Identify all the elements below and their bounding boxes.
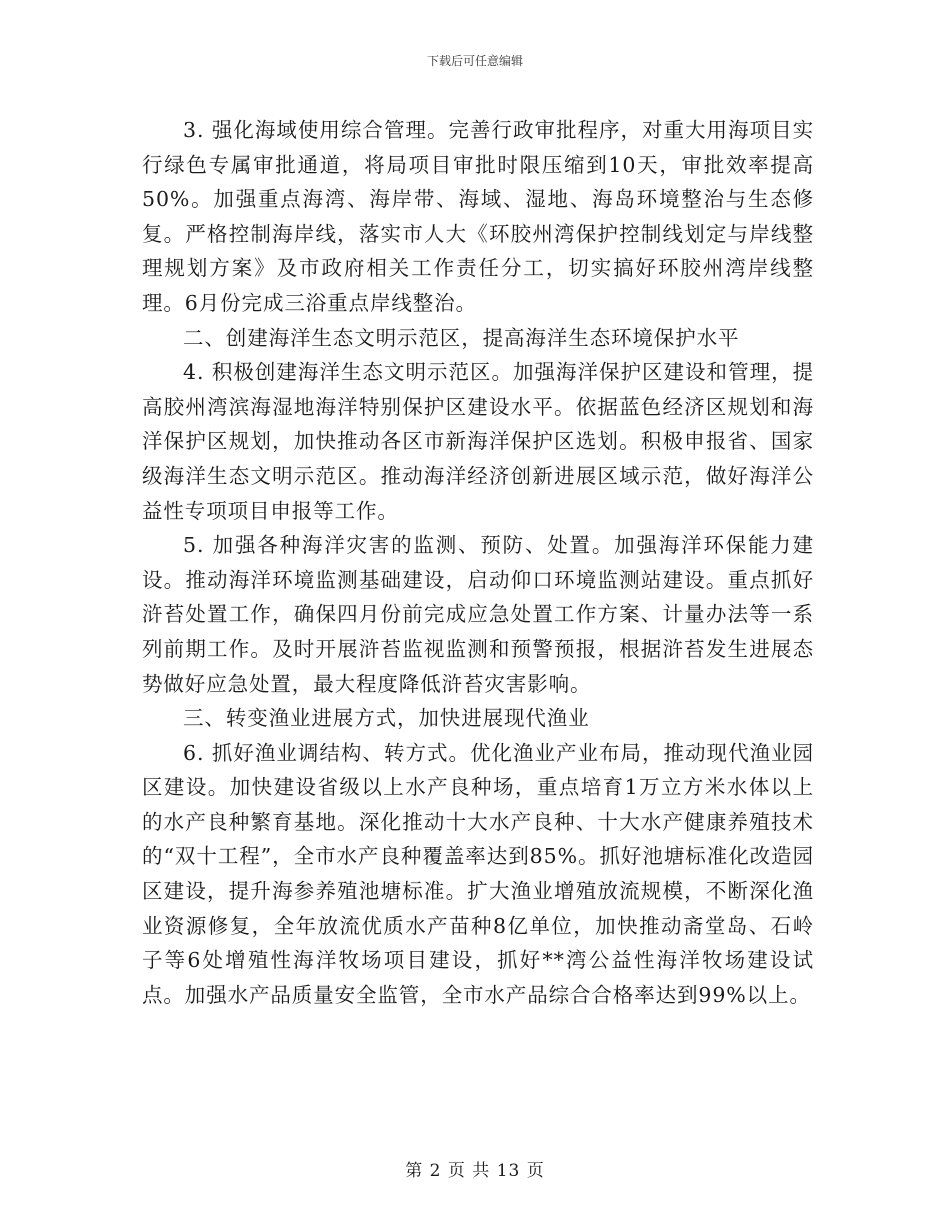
paragraph-item-3: 3. 强化海域使用综合管理。完善行政审批程序，对重大用海项目实行绿色专属审批通道，将局项目审批时限压缩到10天，审批效率提高50%。加强重点海湾、海岸带、海域、湿地、海岛环境整治与生态修复。严格控制海岸线，落实市人大《环胶州湾保护控制线划定与岸线整理规划方案》及市政府相关工作责任分工，切实搞好环胶州湾岸线整理。6月份完成三浴重点岸线整治。: [142, 118, 814, 315]
section-heading-3: 三、转变渔业进展方式，加快进展现代渔业: [183, 706, 590, 731]
paragraph-item-5: 5. 加强各种海洋灾害的监测、预防、处置。加强海洋环保能力建设。推动海洋环境监测基础建设，启动仰口环境监测站建设。重点抓好浒苔处置工作，确保四月份前完成应急处置工作方案、计量办法等一系列前期工作。及时开展浒苔监视监测和预警预报，根据浒苔发生进展态势做好应急处置，最大程度降低浒苔灾害影响。: [142, 533, 814, 696]
page-number-footer: 第 2 页 共 13 页: [405, 1161, 545, 1181]
section-heading-2: 二、创建海洋生态文明示范区，提高海洋生态环境保护水平: [183, 325, 740, 350]
page-header: 下载后可任意编辑: [426, 54, 523, 68]
paragraph-item-4: 4. 积极创建海洋生态文明示范区。加强海洋保护区建设和管理，提高胶州湾滨海湿地海洋特别保护区建设水平。依据蓝色经济区规划和海洋保护区规划，加快推动各区市新海洋保护区选划。积极申报省、国家级海洋生态文明示范区。推动海洋经济创新进展区域示范，做好海洋公益性专项项目申报等工作。: [142, 360, 814, 523]
paragraph-item-6: 6. 抓好渔业调结构、转方式。优化渔业产业布局，推动现代渔业园区建设。加快建设省级以上水产良种场，重点培育1万立方米水体以上的水产良种繁育基地。深化推动十大水产良种、十大水产健康养殖技术的“双十工程”，全市水产良种覆盖率达到85%。抓好池塘标准化改造园区建设，提升海参养殖池塘标准。扩大渔业增殖放流规模，不断深化渔业资源修复，全年放流优质水产苗种8亿单位，加快推动斋堂岛、石岭子等6处增殖性海洋牧场项目建设，抓好**湾公益性海洋牧场建设试点。加强水产品质量安全监管，全市水产品综合合格率达到99%以上。: [142, 740, 814, 1007]
document-body: [142, 113, 814, 1012]
